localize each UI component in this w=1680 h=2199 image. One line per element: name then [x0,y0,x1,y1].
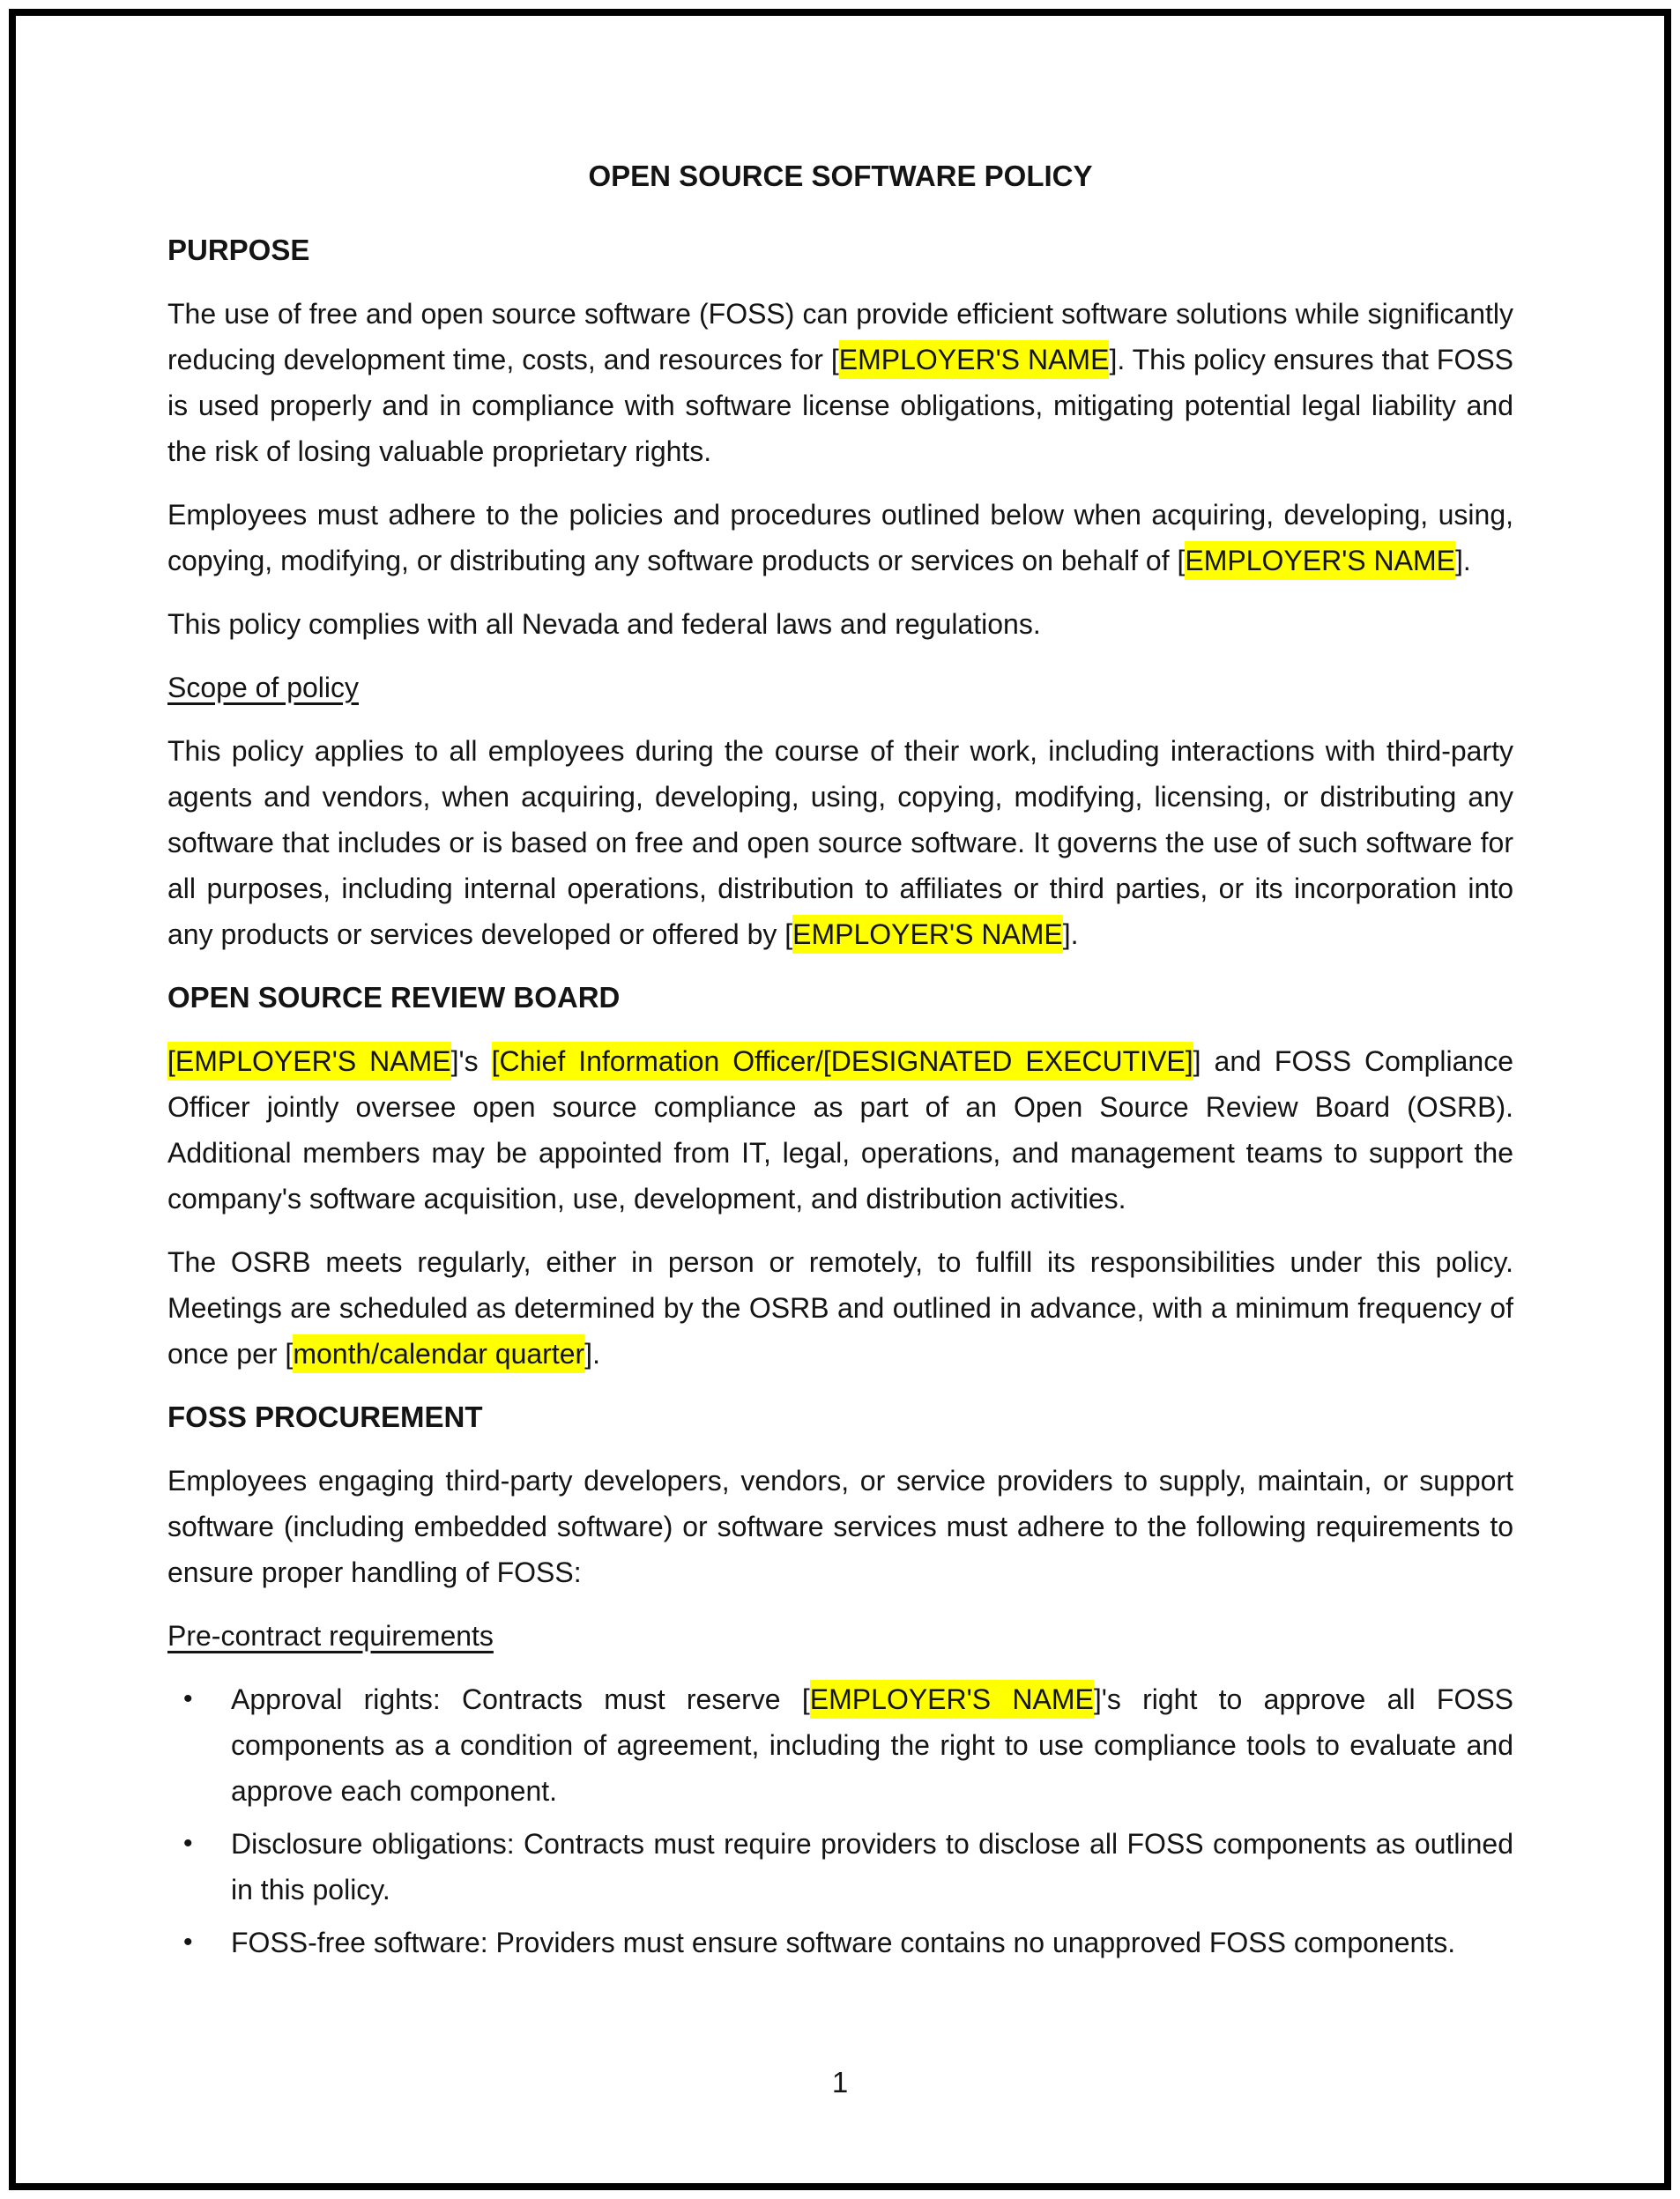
bullet-icon: • [183,1684,193,1713]
bullet-icon: • [183,1829,193,1858]
paragraph-purpose-intro: The use of free and open source software (FOSS) can provide efficient software solutions while significantly reducing development time, costs, and resources for [EMPLOYER'S NAME]. This policy ensures that FOSS is used properly and in compliance with software license obligations, mitigating potential legal liability and the risk of losing valuable proprietary rights. [167,298,1514,467]
document-page [167,157,1513,1972]
list-item-foss-free-software [167,1920,1513,1965]
subheading-pre-contract-requirements: Pre-contract requirements [167,1620,494,1652]
list-item-text: Approval rights: Contracts must reserve [EMPLOYER'S NAME]'s right to approve all FOSS components as a condition of agreement, including the right to use compliance tools to evaluate and approve each component. [231,1676,1513,1814]
list-item-text: Disclosure obligations: Contracts must require providers to disclose all FOSS components as outlined in this policy. [231,1828,1513,1906]
list-item-text: FOSS-free software: Providers must ensure software contains no unapproved FOSS components. [231,1927,1456,1958]
heading-open-source-review-board: OPEN SOURCE REVIEW BOARD [167,981,621,1014]
pre-contract-bullet-list [167,1676,1513,1965]
paragraph-osrb-composition: [EMPLOYER'S NAME]'s [Chief Information Officer/[DESIGNATED EXECUTIVE]] and FOSS Compliance Officer jointly oversee open source compliance as part of an Open Source Review Board (OSRB). Additional members may be appointed from IT, legal, operations, and management teams to support the company's software acquisition, use, development, and distribution activities. [167,1038,1513,1222]
heading-foss-procurement: FOSS PROCUREMENT [167,1400,483,1433]
paragraph-procurement-intro: Employees engaging third-party developers, vendors, or service providers to supply, maintain, or support software (including embedded software) or software services must adhere to the following requirements to ensure proper handling of FOSS: [167,1465,1513,1588]
list-item-approval-rights [167,1676,1513,1814]
subheading-scope-of-policy: Scope of policy [167,672,360,703]
paragraph-osrb-meetings: The OSRB meets regularly, either in person or remotely, to fulfill its responsibilities under this policy. Meetings are scheduled as determined by the OSRB and outlined in advance, with a minimum frequency of once per [month/calendar quarter]. [167,1239,1513,1377]
page-number: 1 [831,2066,849,2099]
bullet-icon: • [183,1928,193,1957]
heading-purpose: PURPOSE [167,234,310,266]
paragraph-compliance-laws: This policy complies with all Nevada and federal laws and regulations. [167,608,1041,640]
paragraph-scope: This policy applies to all employees during the course of their work, including interactions with third-party agents and vendors, when acquiring, developing, using, copying, modifying, licensing, or distributing any software that includes or is based on free and open source software. It governs the use of such software for all purposes, including internal operations, distribution to affiliates or third parties, or its incorporation into any products or services developed or offered by [EMPLOYER'S NAME]. [167,728,1513,957]
list-item-disclosure-obligations [167,1821,1513,1913]
page-title: OPEN SOURCE SOFTWARE POLICY [588,160,1093,192]
paragraph-employee-adherence: Employees must adhere to the policies and procedures outlined below when acquiring, developing, using, copying, modifying, or distributing any software products or services on behalf of [EMPLOYER'S NAME]. [167,492,1513,583]
